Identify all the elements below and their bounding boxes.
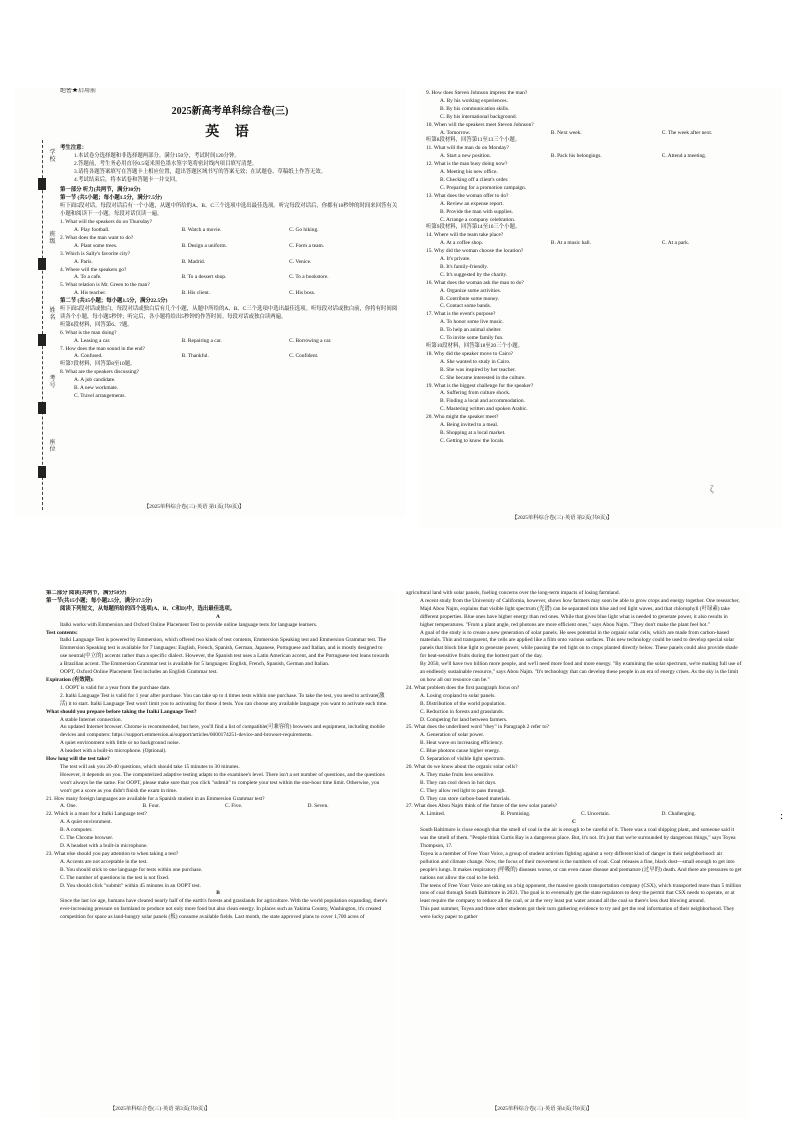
- question: 11. What will the man do on Monday?: [426, 145, 509, 152]
- option: C. She became interested in the culture.: [440, 374, 526, 381]
- option: A. By his working experiences.: [440, 97, 508, 104]
- seal-mark: [38, 466, 46, 478]
- option: C. Arrange a company celebration.: [440, 216, 516, 223]
- option: C. Uncertain.: [581, 811, 610, 818]
- option: B. By his communication skills.: [440, 105, 510, 112]
- option: B. Design a uniform.: [181, 242, 227, 249]
- notice-item: 4.考试结束后，将本试卷和答题卡一并交回。: [74, 176, 181, 183]
- option: C. Mastering written and spoken Arabic.: [440, 406, 528, 413]
- question: 5. What relation is Mr. Green to the man?: [60, 282, 150, 289]
- section-heading: 第一节 (共5小题；每小题1.5分，满分7.5分): [60, 195, 162, 202]
- option: B. Distribution of the world population.: [420, 700, 506, 707]
- scan-mark: ζ: [710, 484, 714, 494]
- option: B. At a music hall.: [550, 240, 592, 247]
- question: 19. What is the biggest challenge for the speaker?: [426, 382, 534, 389]
- option: A. Tomorrow.: [440, 129, 471, 136]
- option: B. To help an animal shelter.: [440, 327, 502, 334]
- option: B. Contribute some money.: [440, 295, 500, 302]
- option: B. Watch a movie.: [181, 226, 222, 233]
- option: A. Review an expense report.: [440, 200, 504, 207]
- question: 2. What does the man want to do?: [60, 234, 134, 241]
- option: C. Attend a meeting.: [661, 153, 707, 160]
- option: B. A new workmate.: [74, 385, 119, 392]
- option: A. Losing cropland to solar panels.: [420, 692, 496, 699]
- side-label-seat: 座 位: [49, 440, 56, 453]
- option: B. It's family-friendly.: [440, 263, 488, 270]
- option: B. Checking off a client's order.: [440, 176, 509, 183]
- question: 23. What else should you pay attention to when taking a test?: [46, 850, 179, 857]
- question: 6. What is the man doing?: [60, 329, 117, 336]
- question: 21. How many foreign languages are available for a Spanish student in an Emmersion Grammar test?: [46, 795, 265, 802]
- sub-instruction: 听第9段材料，回答第14至16三个小题。: [426, 224, 521, 231]
- notice-item: 2.答题前，考生务必用直径0.5毫米黑色墨水签字笔将密封线内项目填写清楚。: [74, 160, 258, 167]
- sub-instruction: 听第8段材料，回答第11至13三个小题。: [426, 137, 521, 144]
- option: C. Contact some bands.: [440, 303, 492, 310]
- option: C. It's suggested by the charity.: [440, 271, 508, 278]
- scan-mark: :: [780, 810, 784, 822]
- paragraph: An updated Internet browser. Chrome is recommended, but here, you'll find a list of compatible(可兼容的) browsers and equipment, including mobile devices and computers: https://support.emmersion.ai/support/articles/6000174251-device-and-browser-requirements.: [60, 724, 385, 739]
- option: B. Finding a local and accommodation.: [440, 398, 525, 405]
- section-instructions: 听下面5段对话。每段对话后有一个小题，从题中所给的A、B、C三个选项中选出最佳选项。听完每段对话后，你都有10秒钟的时间来回答有关小题和阅读下一小题。每段对话仅读一遍。: [60, 203, 398, 218]
- side-label-school: 学 校: [49, 150, 56, 163]
- options: [60, 290, 400, 298]
- question: 20. Who might the speaker meet?: [426, 414, 499, 421]
- option: B. You should stick to one language for tests within one purchase.: [60, 866, 203, 873]
- section-instructions: 听下面5段对话或独白。每段对话或独白后有几个小题，从题中所给的A、B、C三个选项中选出最佳选项。听每段对话或独白前，你将有时间阅读各个小题，每小题5秒钟；听完后，各小题将给出5秒钟的作答时间。每段对话或独白读两遍。: [60, 306, 398, 320]
- option: A. It's private.: [440, 256, 471, 263]
- seal-mark: [38, 258, 46, 270]
- exam-title: 2025新高考单科综合卷(三): [171, 105, 289, 117]
- seal-mark: [38, 178, 46, 190]
- option: B. A computer.: [60, 827, 93, 834]
- option: A. A quiet environment.: [60, 819, 112, 826]
- option: C. His boss.: [289, 290, 316, 297]
- option: B. Shopping at a local market.: [440, 429, 506, 436]
- option: A. One.: [60, 803, 77, 810]
- option: D. Competing for land between farmers.: [420, 716, 508, 723]
- passage-letter: A: [216, 613, 220, 620]
- question: 16. What does the woman ask the man to do?: [426, 279, 524, 286]
- question: 15. Why did the woman choose the location?: [426, 248, 524, 255]
- option: B. Repairing a car.: [181, 337, 222, 344]
- options: [60, 259, 400, 267]
- option: B. Thankful.: [181, 353, 209, 360]
- option: C. The week after next.: [661, 129, 713, 136]
- option: B. To a dessert shop.: [181, 274, 227, 281]
- subheading: Test contents:: [46, 629, 78, 636]
- notice-item: 1.本试卷分选择题和非选择题两部分。满分150分，考试时间120分钟。: [74, 152, 240, 159]
- paragraph: By 2050, we'll have two billion more people, and we'll need more food and more energy. "By examining the solar spectrum, we're making full use of an endlessly sustainable resource," says Abou Najm. "It's technology that can develop these people in an era of energy crises. As the sky is the limit on how all our resource can be.": [420, 661, 742, 683]
- question: 10. When will the speakers meet Steven Johnson?: [426, 121, 534, 128]
- question: 12. What is the man busy doing now?: [426, 161, 508, 168]
- option: C. Travel arrangements.: [74, 393, 126, 399]
- passage-letter: B: [216, 890, 220, 897]
- section-instructions: 阅读下列短文，从每题所给的四个选项(A、B、C和D)中，选出最佳选项。: [60, 605, 236, 612]
- option: A. His teacher.: [74, 290, 107, 297]
- seal-mark: [38, 334, 46, 346]
- paragraph: However, it depends on you. The computerized adaptive testing adapts to the examinee's level. There isn't a set number of questions, and the questions won't always be the same. For OOPT, please make sure that you click "submit" to complete your test within the one-hour time limit. Otherwise, you won't get a score as you didn't finish the exam in time.: [60, 771, 385, 794]
- option: A. She wanted to study in Cairo.: [440, 358, 511, 365]
- options: [426, 153, 776, 161]
- paragraph: Since the last ice age, humans have cleared nearly half of the earth's forests and grasslands for agriculture. With the world population expanding, there's ever-increasing pressure on farmland to produce not only more food but also clean energy. In places such as Yakima County, Washington, it's created competition for space as land-hungry solar panels (板) consume available fields. Last month, the state approved plans to cover 1,700 acres of: [60, 898, 388, 921]
- option: C. To a bookstore.: [289, 274, 329, 281]
- option: A. Start a new position.: [440, 153, 491, 160]
- secret-label: 绝密★启用前: [60, 88, 97, 94]
- option: B. She was inspired by her teacher.: [440, 366, 516, 373]
- option: B. They can cool down in hot days.: [420, 779, 497, 786]
- paragraph: The test will ask you 20-40 questions, which should take 15 minutes to 30 minutes.: [60, 763, 240, 770]
- seal-mark: [38, 402, 46, 414]
- option: A. Organize some activities.: [440, 287, 502, 294]
- option: A. Limited.: [420, 811, 446, 818]
- question: 3. Which is Sally's favorite city?: [60, 250, 131, 257]
- option: C. Borrowing a car.: [289, 337, 332, 344]
- sub-instruction: 听第7段材料，回答第8至10题。: [60, 361, 136, 368]
- paragraph: 2. Italki Language Test is valid for 1 year after purchase. You can take up to 4 times tests within one purchase. To take the test, you need to activate(激活) it to start. Italki Language Test won't limit you to activating for those 4 tests. You can choose any available language you want to activate each time.: [60, 692, 388, 707]
- paragraph: A recent study from the University of California, however, shows how farmers may soon be able to grow crops and energy together. One researcher, Majd Abou Najm, explains that visible light spectrum (光谱) can be separated into blue and red light waves, and that chlorophyll (叶绿素) take different properties. Blue ones have higher energy than red ones. While that gives blue light what is needed to generate power, it also results in higher temperatures. "From a plant angle, red photons are more efficient ones," says Abou Najm. "They don't make the plant feel hot.": [420, 597, 740, 628]
- option: A. Plant some trees.: [74, 242, 118, 249]
- option: A. Confused.: [74, 353, 103, 360]
- option: C. The number of questions in the test is not fixed.: [60, 874, 170, 881]
- options: [60, 227, 400, 235]
- option: C. By his international background.: [440, 113, 517, 120]
- option: B. Next week.: [550, 129, 582, 136]
- subject-title: 英 语: [205, 124, 255, 140]
- paragraph: This past summer, Toyea and three other students got their turn gathering evidence to try and get the real information of their neighborhood. They were lucky paper to gather: [420, 906, 735, 921]
- option: D. A headset with a built-in microphone.: [60, 843, 148, 849]
- option: B. Promising.: [500, 811, 531, 818]
- subheading: What should you prepare before taking the Italki Language Test?: [46, 708, 197, 715]
- options: [60, 338, 400, 346]
- option: A. Leasing a car.: [74, 337, 111, 344]
- options: [426, 240, 776, 248]
- page-2: [420, 88, 782, 528]
- option: C. Go hiking.: [289, 226, 319, 233]
- question: 13. What does the woman offer to do?: [426, 192, 509, 199]
- option: B. Madrid.: [181, 258, 206, 265]
- question: 7. How does the man sound in the end?: [60, 345, 145, 352]
- option: C. Confident.: [289, 353, 319, 360]
- paragraph: Italki Language Test is powered by Emmersion, which offered two kinds of test contents, Emmersion Speaking test and Emmersion Grammar test. The Emmersion Speaking test is available for 7 languages: English, French, Spanish, German, Japanese, Portuguese and Italian, and is mostly designed to use neutral(中立的) accents rather than a specific dialect. However, the Spanish test uses a Latin American accent, and the Portuguese test leans towards a Brazilian accent. The Emmersion Grammar test is available for 5 languages: English, French, Spanish, German and Italian.: [60, 637, 390, 668]
- option: A. To honor some live music.: [440, 319, 504, 326]
- part-heading: 第二部分 阅读(共两节，满分50分): [46, 590, 127, 596]
- options: [60, 243, 400, 251]
- option: A. Generation of solar power.: [420, 732, 485, 739]
- question: 1. What will the speakers do on Thursday?: [60, 219, 153, 226]
- option: C. The Chrome browser.: [60, 835, 114, 842]
- page-1: [14, 88, 406, 516]
- option: A. Accents are not acceptable in the test.: [60, 858, 148, 865]
- page-footer: 【2025单科综合卷(三)·英语 第4页(共8页)】: [492, 1106, 593, 1112]
- question: 18. Why did the speaker move to Cairo?: [426, 350, 514, 357]
- paragraph: A quiet environment with little or no background noise.: [60, 740, 180, 747]
- question: 24. What problem does the first paragraph focus on?: [406, 684, 520, 691]
- option: A. At a coffee shop.: [440, 240, 484, 247]
- page-footer: 【2025单科综合卷(三)·英语 第3页(共8页)】: [110, 1106, 211, 1112]
- paragraph: The teens of Free Your Voice are taking on a big opponent, the massive goods transportation company (CSX), which transported more than 5 million tons of coal through South Baltimore in 2021. The goal is to eventually get the state regulators to deny the permit that CSX needs to operate, or at least require the company to reduce all the coal, or at the very least put water around all the coal so there's less dust blowing around.: [420, 882, 742, 905]
- paragraph: South Baltimore is close enough that the smell of coal in the air is enough to be careful of it. There was a coal shipping plant, and someone said it was the smell of them. "People think Curtis Bay is a dangerous place. But, it's not. It's just that we're surrounded by dangerous things," says Toyea Thompson, 17.: [420, 827, 736, 849]
- option: C. Getting to know the locals.: [440, 437, 505, 444]
- option: D. You should click "submit" within 45 minutes in an OOPT test.: [60, 882, 201, 889]
- subheading: Expiration (有效期):: [46, 676, 94, 683]
- paragraph: A headset with a built-in microphone. (Optional).: [60, 748, 167, 755]
- option: D. Challenging.: [661, 811, 696, 818]
- passage-letter: C: [572, 819, 576, 826]
- question: 14. Where will the team take place?: [426, 232, 504, 239]
- option: A. To a cafe.: [74, 274, 102, 281]
- page-4: [400, 590, 748, 1118]
- page-3: [40, 590, 396, 1118]
- question: 22. Which is a must for a Italki Language test?: [46, 811, 147, 818]
- seal-line: [42, 140, 43, 510]
- paragraph: Italki works with Emmersion and Oxford Online Placement Test to provide online language tests for language learners.: [60, 621, 318, 628]
- option: B. His client.: [181, 290, 211, 297]
- question: 26. What do we know about the organic solar cells?: [406, 763, 518, 770]
- option: C. At a park.: [661, 240, 690, 247]
- paragraph: A goal of the study is to create a new generation of solar panels. He sees potential in the organic solar cells, which are made from carbon-based materials. Thin and transparent, the cells are applied like a film onto various surfaces. This new technology could be used to develop special solar panels that block blue light to generate power, while passing the red light on to crops planted directly below. These panels could also provide shade for heat-sensitive fruits during the hottest part of the day.: [420, 629, 738, 660]
- side-label-class: 班 级: [49, 232, 56, 245]
- options: [60, 274, 400, 282]
- option: B. Provide the man with supplies.: [440, 208, 513, 215]
- sub-instruction: 听第10段材料，回答第18至20三个小题。: [426, 343, 524, 349]
- notice-item: 3.请将各题答案填写在答题卡上相应位置，超出答题区域书写的答案无效；在试题卷、草稿纸上作答无效。: [74, 168, 327, 175]
- option: B. Four.: [142, 803, 161, 810]
- page-footer: 【2025单科综合卷(三)·英语 第2页(共8页)】: [512, 515, 613, 521]
- side-label-number: 考 号: [49, 376, 56, 389]
- question: 25. What does the underlined word "they" in Paragraph 2 refer to?: [406, 724, 549, 731]
- option: A. Suffering from culture shock.: [440, 390, 511, 397]
- option: C. To invite some family fun.: [440, 335, 504, 342]
- paragraph: A stable Internet connection.: [60, 716, 122, 723]
- question: 27. What does Abou Najm think of the future of the new solar panels?: [406, 803, 558, 810]
- option: C. Reduction in forests and grasslands.: [420, 708, 504, 715]
- question: 9. How does Steven Johnson impress the man?: [426, 90, 528, 96]
- option: C. Venice.: [289, 258, 312, 265]
- paragraph: agricultural land with solar panels, fueling concerns over the long-term impacts of losing farmland.: [406, 590, 620, 596]
- options: [406, 811, 742, 819]
- option: A. Play football.: [74, 226, 110, 233]
- side-label-name: 姓 名: [49, 308, 56, 321]
- option: C. Five.: [225, 803, 243, 810]
- option: A. Being invited to a meal.: [440, 422, 499, 429]
- question: 8. What are the speakers discussing?: [60, 369, 139, 376]
- option: C. They allow red light to pass through.: [420, 787, 506, 794]
- paragraph: Toyea is a member of Free Your Voice, a group of student activists fighting against a very different kind of danger in their neighborhood: air pollution and climate change. Now, the focus of their movement is the numbers of coal. Coal releases a fine, black dust—small enough to get into people's lungs. It makes respiratory (呼吸的) diseases worse, or can even cause disease and premature (过早的) death. And there are pressures to get nations not allow the coal to be held.: [420, 850, 742, 881]
- binding-sidebar: [14, 140, 58, 510]
- section-heading: 第二节 (共15小题；每小题1.5分，满分22.5分): [60, 298, 168, 305]
- option: A. They make fruits less sensitive.: [420, 771, 495, 778]
- option: C. Form a team.: [289, 242, 325, 249]
- paragraph: 1. OOPT is valid for a year from the purchase date.: [60, 684, 171, 691]
- section-heading: 第一节(共15小题；每小题2.5分，满分37.5分): [46, 597, 153, 604]
- option: C. Preparing for a promotion campaign.: [440, 184, 527, 191]
- question: 17. What is the event's purpose?: [426, 311, 496, 318]
- option: D. They can store carbon-based materials.: [420, 795, 511, 802]
- paragraph: OOPT, Oxford Online Placement Test includes an English Grammar test.: [60, 669, 218, 676]
- subheading: How long will the test take?: [46, 756, 110, 763]
- option: A. Paris.: [74, 258, 93, 265]
- question: 4. Where will the speakers go?: [60, 266, 127, 273]
- sub-instruction: 听第6段材料，回答第6、7题。: [60, 321, 133, 328]
- notice-heading: 考生注意：: [60, 144, 87, 151]
- part-heading: 第一部分 听力(共两节，满分30分): [60, 187, 141, 194]
- option: B. Pack his belongings.: [550, 153, 602, 160]
- option: B. Heat wave on increasing efficiency.: [420, 740, 504, 747]
- option: D. Separation of visible light spectrum.: [420, 756, 505, 763]
- page-footer: 【2025单科综合卷(三)·英语 第1页(共8页)】: [144, 504, 245, 510]
- option: D. Seven.: [307, 803, 329, 810]
- option: A. Meeting his new office.: [440, 169, 498, 176]
- option: C. Blue photons cause higher energy.: [420, 748, 501, 755]
- option: A. A job candidate.: [74, 377, 116, 384]
